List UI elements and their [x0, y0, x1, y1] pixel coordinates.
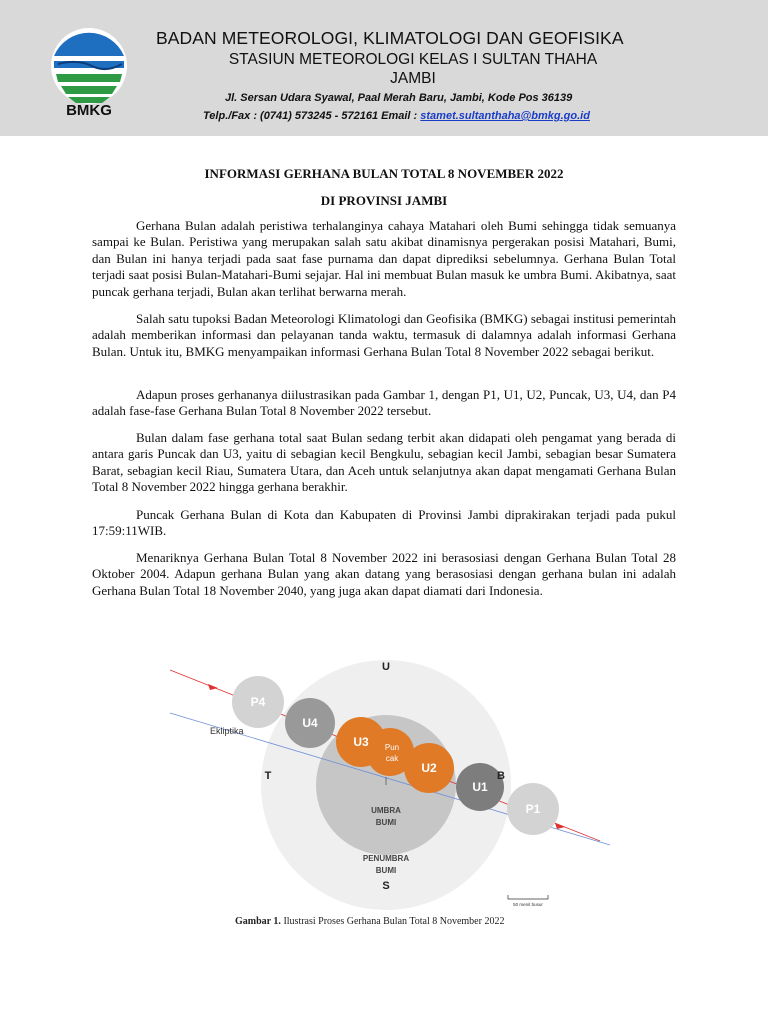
caption-label: Gambar 1.	[235, 916, 281, 927]
station-name-line2: JAMBI	[390, 70, 436, 87]
logo-text: BMKG	[66, 102, 112, 119]
figure-caption	[235, 916, 504, 927]
ecliptic-label: Ekliptika	[210, 726, 244, 736]
paragraph: Adapun proses gerhananya diilustrasikan pada Gambar 1, dengan P1, U1, U2, Puncak, U3, U4, dan P4 adalah fase-fase Gerhana Bulan Total 8 November 2022 tersebut.	[92, 387, 676, 419]
label-peak-line1: Pun	[384, 743, 400, 752]
caption-text: Ilustrasi Proses Gerhana Bulan Total 8 November 2022	[280, 916, 505, 927]
station-name-line1: STASIUN METEOROLOGI KELAS I SULTAN THAHA	[228, 51, 598, 68]
umbra-label-line2: BUMI	[375, 818, 397, 827]
paragraph: Bulan dalam fase gerhana total saat Bulan sedang terbit akan didapati oleh pengamat yang berada di antara garis Puncak dan U3, yaitu di sebagian kecil Bengkulu, sebagian kecil Jambi, sebagian besar Sumatera Barat, sebagian kecil Riau, Sumatera Utara, dan Aceh untuk selanjutnya akan dapat mengamati Gerhana Bulan Total 8 November 2022 hingga gerhana berakhir.	[92, 430, 676, 495]
letterhead	[0, 0, 768, 136]
label-peak-line2: cak	[385, 754, 399, 763]
paragraph: Salah satu tupoksi Badan Meteorologi Klimatologi dan Geofisika (BMKG) sebagai institusi pemerintah adalah memberikan informasi dan pelayanan tanda waktu, termasuk di dalamnya adalah informasi Gerhana Bulan. Untuk itu, BMKG menyampaikan informasi Gerhana Bulan Total 8 November 2022 sebagai berikut.	[92, 311, 676, 359]
umbra-label-line1: UMBRA	[371, 806, 401, 815]
direction-west: T	[264, 770, 272, 782]
penumbra-label-line1: PENUMBRA	[362, 854, 410, 863]
direction-east: B	[497, 770, 505, 782]
org-name: BADAN METEOROLOGI, KLIMATOLOGI DAN GEOFISIKA	[156, 28, 624, 48]
email-link[interactable]: stamet.sultanthaha@bmkg.go.id	[420, 110, 590, 122]
label-u2: U2	[421, 761, 437, 775]
scale-bar	[508, 895, 548, 899]
direction-south: S	[382, 880, 390, 892]
path-arrow-icon	[555, 823, 565, 829]
paragraph: Puncak Gerhana Bulan di Kota dan Kabupaten di Provinsi Jambi diprakirakan terjadi pada pukul 17:59:11WIB.	[92, 507, 676, 539]
label-p4: P4	[250, 695, 266, 709]
label-u3: U3	[353, 735, 369, 749]
direction-north: U	[382, 661, 390, 673]
label-p1: P1	[525, 802, 541, 816]
paragraph: Gerhana Bulan adalah peristiwa terhalanginya cahaya Matahari oleh Bumi sehingga tidak semuanya sampai ke Bulan. Peristiwa yang merupakan salah satu akibat dinamisnya pergerakan posisi Matahari, Bumi, dan Bulan ini hanya terjadi pada saat fase purnama dan dapat diprediksi sebelumnya. Gerhana Bulan Total terjadi saat posisi Bulan-Matahari-Bumi sejajar. Hal ini membuat Bulan masuk ke umbra Bumi. Akibatnya, saat puncak gerhana terjadi, Bulan akan terlihat berwarna merah.	[92, 218, 676, 299]
address: Jl. Sersan Udara Syawal, Paal Merah Baru, Jambi, Kode Pos 36139	[225, 92, 573, 104]
label-u1: U1	[472, 780, 488, 794]
label-u4: U4	[302, 716, 318, 730]
eclipse-diagram	[160, 655, 620, 925]
paragraph: Menariknya Gerhana Bulan Total 8 November 2022 ini berasosiasi dengan Gerhana Bulan Total 28 Oktober 2004. Adapun gerhana Bulan yang akan datang yang berasosiasi dengan gerhana bulan ini adalah Gerhana Bulan Total 18 November 2040, yang juga akan dapat diamati dari Indonesia.	[92, 550, 676, 598]
path-arrow-icon	[208, 684, 218, 690]
document-subtitle: DI PROVINSI JAMBI	[320, 193, 448, 208]
scale-label: 50 menit busur	[513, 902, 543, 907]
contact-line	[203, 110, 590, 122]
document-title: INFORMASI GERHANA BULAN TOTAL 8 NOVEMBER 2022	[204, 166, 564, 181]
contact-phone: Telp./Fax : (0741) 573245 - 572161 Email :	[203, 110, 421, 122]
penumbra-label-line2: BUMI	[375, 866, 397, 875]
